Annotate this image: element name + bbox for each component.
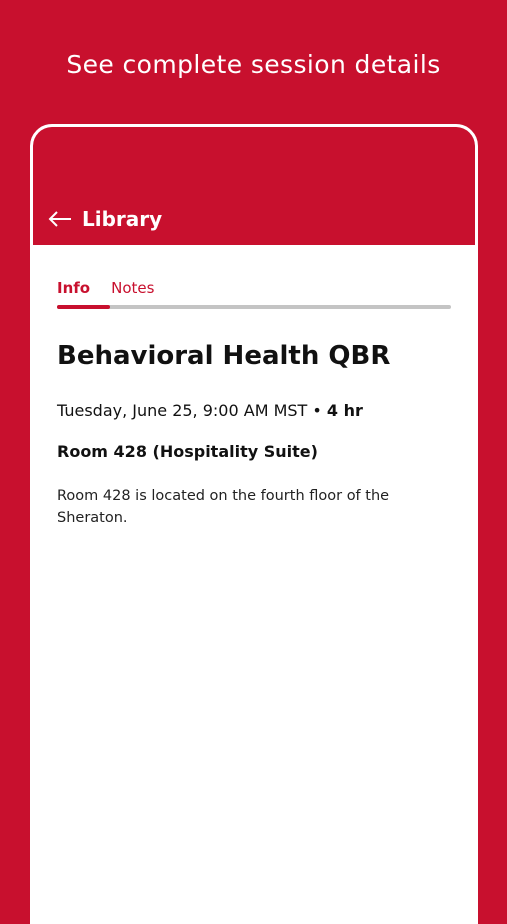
session-room: Room 428 (Hospitality Suite) — [57, 442, 318, 461]
back-label: Library — [82, 207, 163, 231]
session-content — [33, 279, 475, 529]
arrow-left-icon — [48, 211, 72, 227]
tab-notes[interactable]: Notes — [111, 279, 155, 297]
tab-bar — [57, 279, 451, 305]
promo-caption: See complete session details — [66, 50, 441, 79]
tab-track — [57, 305, 451, 309]
app-header — [33, 127, 475, 245]
session-separator: • — [307, 401, 327, 420]
session-time — [57, 401, 451, 420]
back-to-library-button[interactable] — [48, 207, 162, 231]
device-frame — [30, 124, 478, 924]
tab-indicator — [57, 305, 110, 309]
session-datetime: Tuesday, June 25, 9:00 AM MST — [57, 401, 308, 420]
session-title: Behavioral Health QBR — [57, 341, 391, 371]
tab-info[interactable]: Info — [57, 279, 91, 297]
session-duration: 4 hr — [326, 401, 363, 420]
session-description: Room 428 is located on the fourth floor of the Sheraton. — [57, 488, 390, 526]
